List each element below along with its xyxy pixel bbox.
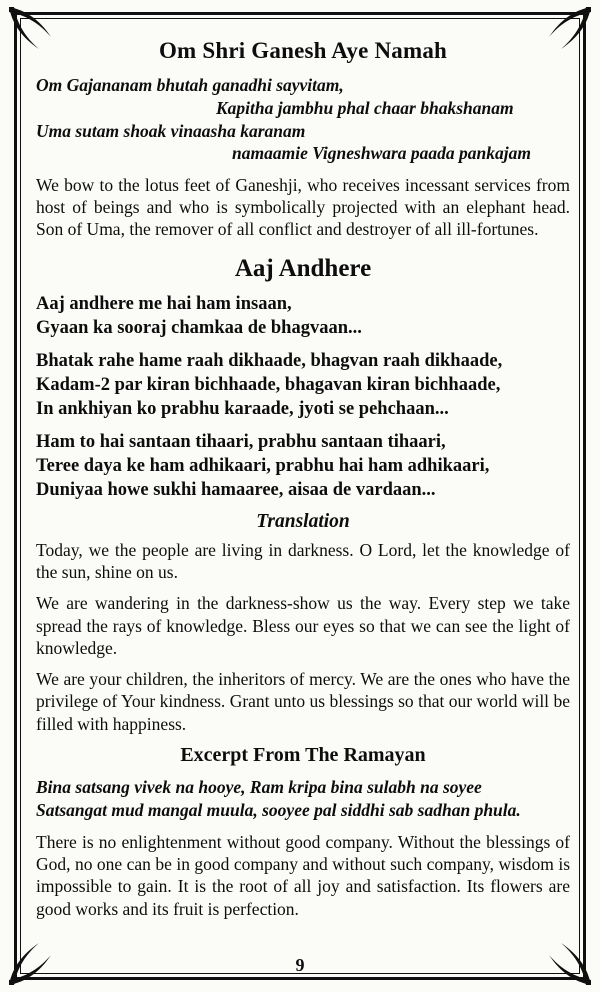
verse-line: namaamie Vigneshwara paada pankajam <box>232 143 532 164</box>
song-stanza <box>36 349 570 421</box>
song-line: Bhatak rahe hame raah dikhaade, bhagvan raah dikhaade, <box>36 350 503 371</box>
translation-heading: Translation <box>256 511 350 533</box>
page-number: 9 <box>295 955 305 975</box>
corner-flourish-icon <box>7 941 53 987</box>
ganesh-mantra-title: Om Shri Ganesh Aye Namah <box>158 38 448 63</box>
song-stanza <box>36 430 570 502</box>
ramayan-section-title: Excerpt From The Ramayan <box>180 743 426 766</box>
corner-flourish-icon <box>547 5 593 51</box>
ramayan-translation-paragraph: There is no enlightenment without good company. Without the blessings of God, no one can be in good company and without such company, wisdom is impossible to gain. It is the root of all joy and satisfaction. Its flowers are good works and its fruit is perfection. <box>36 831 570 919</box>
song-line: Gyaan ka sooraj chamkaa de bhagvaan... <box>36 317 362 338</box>
ramayan-verse <box>36 776 570 822</box>
song-line: Teree daya ke ham adhikaari, prabhu hai ham adhikaari, <box>36 455 490 476</box>
song-title: Aaj Andhere <box>234 254 372 282</box>
verse-line: Bina satsang vivek na hooye, Ram kripa bina sulabh na soyee <box>36 776 482 797</box>
song-line: Kadam-2 par kiran bichhaade, bhagavan kiran bichhaade, <box>36 374 501 395</box>
ganesh-translation-paragraph: We bow to the lotus feet of Ganeshji, who receives incessant services from host of beings and who is symbolically projected with an elephant head. Son of Uma, the remover of all conflict and destroyer of all ill-fortunes. <box>36 175 570 240</box>
translation-paragraph: Today, we the people are living in darkness. O Lord, let the knowledge of the sun, shine on us. <box>36 540 570 583</box>
corner-flourish-icon <box>547 941 593 987</box>
song-line: In ankhiyan ko prabhu karaade, jyoti se pehchaan... <box>36 398 449 419</box>
translation-paragraph: We are your children, the inheritors of mercy. We are the ones who have the privilege of Your kindness. Grant unto us blessings so that our world will be filled with happiness. <box>36 669 570 734</box>
verse-line: Om Gajananam bhutah ganadhi sayvitam, <box>36 75 344 95</box>
verse-line: Kapitha jambhu phal chaar bhakshanam <box>216 97 514 118</box>
translation-paragraph: We are wandering in the darkness-show us the way. Every step we take spread the rays of knowledge. Bless our eyes so that we can see the light of knowledge. <box>36 593 570 658</box>
song-line: Aaj andhere me hai ham insaan, <box>36 293 292 314</box>
verse-line: Satsangat mud mangal muula, sooyee pal siddhi sab sadhan phula. <box>36 799 521 820</box>
song-line: Ham to hai santaan tihaari, prabhu santaan tihaari, <box>36 431 446 452</box>
ganesh-sanskrit-verse <box>36 74 570 165</box>
verse-line: Uma sutam shoak vinaasha karanam <box>36 120 306 141</box>
page-content <box>36 26 570 962</box>
song-line: Duniyaa howe sukhi hamaaree, aisaa de vardaan... <box>36 479 436 500</box>
corner-flourish-icon <box>7 5 53 51</box>
song-stanza <box>36 292 570 340</box>
